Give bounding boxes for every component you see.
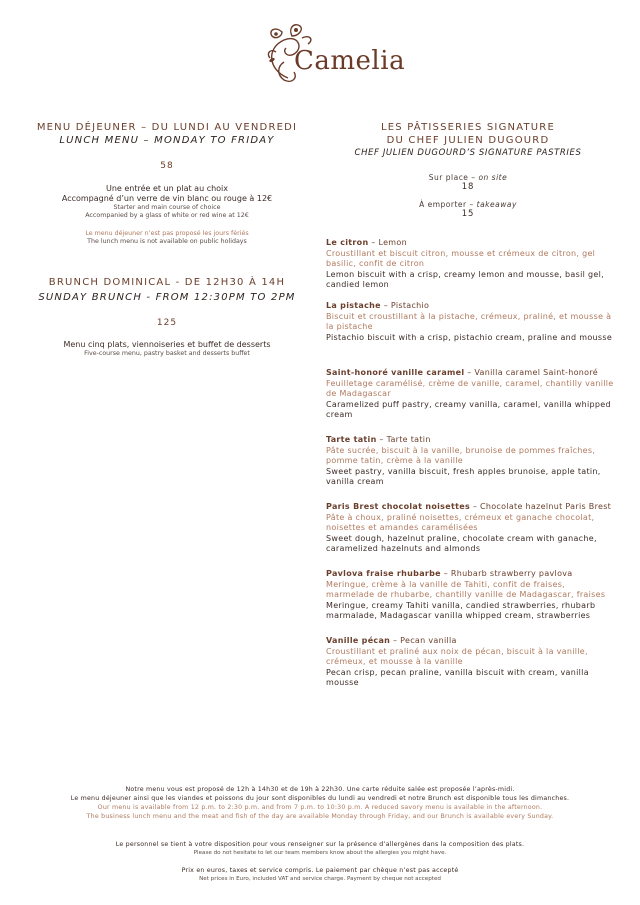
lunch-note-en: The lunch menu is not available on public holidays [87,238,247,245]
pastry-desc-en: Sweet pastry, vanilla biscuit, fresh apples brunoise, apple tatin, vanilla cream [326,466,601,486]
pastry-item [326,238,616,291]
pastry-name: Tarte tatin [326,435,377,444]
onsite-label [326,173,610,182]
pastries-header [326,121,610,219]
pastry-name: Saint-honoré vanille caramel [326,368,465,377]
pastry-item [326,301,616,343]
footer-allergens [20,840,620,857]
pastry-name-en: – Tarte tatin [376,435,431,444]
pastry-name-en: – Rhubarb strawberry pavlova [440,569,573,578]
onsite-price: 18 [461,182,475,192]
pastries-title-en: CHEF JULIEN DUGOURD’S SIGNATURE PASTRIES [354,148,582,158]
allergen-note-fr: Le personnel se tient à votre disposition pour vous renseigner sur la présence d’allergènes dans la composition des plats. [115,841,525,848]
footer-prices [20,866,620,883]
lunch-desc-en-2: Accompanied by a glass of white or red wine at 12€ [85,212,249,219]
pastry-desc-fr: Pâte sucrée, biscuit à la vanille, brunoise de pommes fraîches, pomme tatin, crème à la vanille [326,445,596,465]
lunch-desc-fr-2: Accompagné d’un verre de vin blanc ou rouge à 12€ [61,194,273,203]
pastries-title-2: DU CHEF JULIEN DUGOURD [386,135,550,146]
pastry-desc-en: Pecan crisp, pecan praline, vanilla biscuit with cream, vanilla mousse [326,667,589,687]
pastry-name: Le citron [326,238,369,247]
takeaway-label [326,200,610,209]
onsite-label-fr: Sur place – [428,173,476,182]
lunch-price: 58 [160,161,174,171]
lunch-desc-en-1: Starter and main course of choice [113,204,221,211]
pastry-desc-en: Lemon biscuit with a crisp, creamy lemon and mousse, basil gel, candied lemon [326,269,604,289]
takeaway-label-en: takeaway [476,200,517,209]
onsite-label-en: on site [478,173,508,182]
brunch-title-fr: BRUNCH DOMINICAL - DE 12H30 À 14H [48,277,286,288]
prices-note-en: Net prices in Euro, included VAT and service charge. Payment by cheque not accepted [199,876,441,882]
brunch-section [28,276,306,358]
pastry-desc-en: Pistachio biscuit with a crisp, pistachio cream, praline and mousse [326,332,613,342]
pastry-desc-en: Caramelized puff pastry, creamy vanilla, caramel, vanilla whipped cream [326,399,611,419]
prices-note-fr: Prix en euros, taxes et service compris. Le paiement par chèque n’est pas accepté [181,867,459,874]
pastry-name-en: – Pistachio [380,301,430,310]
brand-wordmark: Camelia [294,46,406,76]
pastry-item [326,502,616,555]
pastry-item [326,368,616,421]
brunch-desc-en: Five-course menu, pastry basket and desserts buffet [84,350,250,357]
pastry-name: Vanille pécan [326,636,391,645]
lunch-title-en: LUNCH MENU – MONDAY TO FRIDAY [59,135,275,146]
takeaway-label-fr: À emporter – [419,200,474,209]
pastry-name-en: – Lemon [368,238,407,247]
pastry-name: Paris Brest chocolat noisettes [326,502,470,511]
footer-hours [20,785,620,821]
pastry-name-en: – Pecan vanilla [390,636,457,645]
pastry-desc-fr: Meringue, crème à la vanille de Tahiti, confit de fraises, marmelade de rhubarbe, chantilly vanille de Madagascar, fraises [326,579,606,599]
footer-line-1: Notre menu vous est proposé de 12h à 14h30 et de 19h à 22h30. Une carte réduite salée est proposée l’après-midi. [125,786,515,793]
pastry-desc-en: Meringue, creamy Tahiti vanilla, candied strawberries, rhubarb marmalade, Madagascar vanilla whipped cream, strawberries [326,600,596,620]
lunch-note-fr: Le menu déjeuner n’est pas proposé les jours fériés [85,230,249,237]
camelia-logo [258,18,406,86]
pastry-desc-fr: Croustillant et biscuit citron, mousse et crémeux de citron, gel basilic, confit de citron [326,248,596,268]
footer-line-3: Our menu is available from 12 p.m. to 2:30 p.m. and from 7 p.m. to 10:30 p.m. A reduced savory menu is available in the afternoon. [97,804,543,811]
pastry-name-en: – Chocolate hazelnut Paris Brest [470,502,612,511]
lunch-section [28,121,306,246]
pastry-desc-en: Sweet dough, hazelnut praline, chocolate cream with ganache, caramelized hazelnuts and almonds [326,533,597,553]
lunch-desc-fr-1: Une entrée et un plat au choix [105,184,229,193]
pastry-item [326,636,616,689]
pastry-name: Pavlova fraise rhubarbe [326,569,441,578]
footer-line-4: The business lunch menu and the meat and fish of the day are available Monday through Friday, and our Brunch is available every Sunday. [86,813,554,820]
pastry-name: La pistache [326,301,381,310]
pastry-desc-fr: Biscuit et croustillant à la pistache, crémeux, praliné, et mousse à la pistache [326,311,612,331]
pastry-desc-fr: Pâte à choux, praliné noisettes, crémeux et ganache chocolat, noisettes et amandes caramélisées [326,512,595,532]
brunch-title-en: SUNDAY BRUNCH - FROM 12:30PM TO 2PM [38,292,296,303]
pastries-title-1: LES PÂTISSERIES SIGNATURE [381,122,555,133]
pastry-desc-fr: Croustillant et praliné aux noix de pécan, biscuit à la vanille, crémeux, et mousse à la vanille [326,646,588,666]
brunch-price: 125 [156,318,178,328]
pastry-desc-fr: Feuilletage caramélisé, crème de vanille, caramel, chantilly vanille de Madagascar [326,378,614,398]
pastry-item [326,435,616,488]
lunch-title-fr: MENU DÉJEUNER – DU LUNDI AU VENDREDI [36,122,298,133]
pastry-name-en: – Vanilla caramel Saint-honoré [464,368,598,377]
brunch-desc-fr: Menu cinq plats, viennoiseries et buffet de desserts [63,340,271,349]
allergen-note-en: Please do not hesitate to let our team members know about the allergies you might have. [193,850,447,856]
pastry-item [326,569,616,622]
takeaway-price: 15 [461,209,475,219]
footer-line-2: Le menu déjeuner ainsi que les viandes et poissons du jour sont disponibles du lundi au vendredi et notre Brunch est disponible tous les dimanches. [70,795,570,802]
